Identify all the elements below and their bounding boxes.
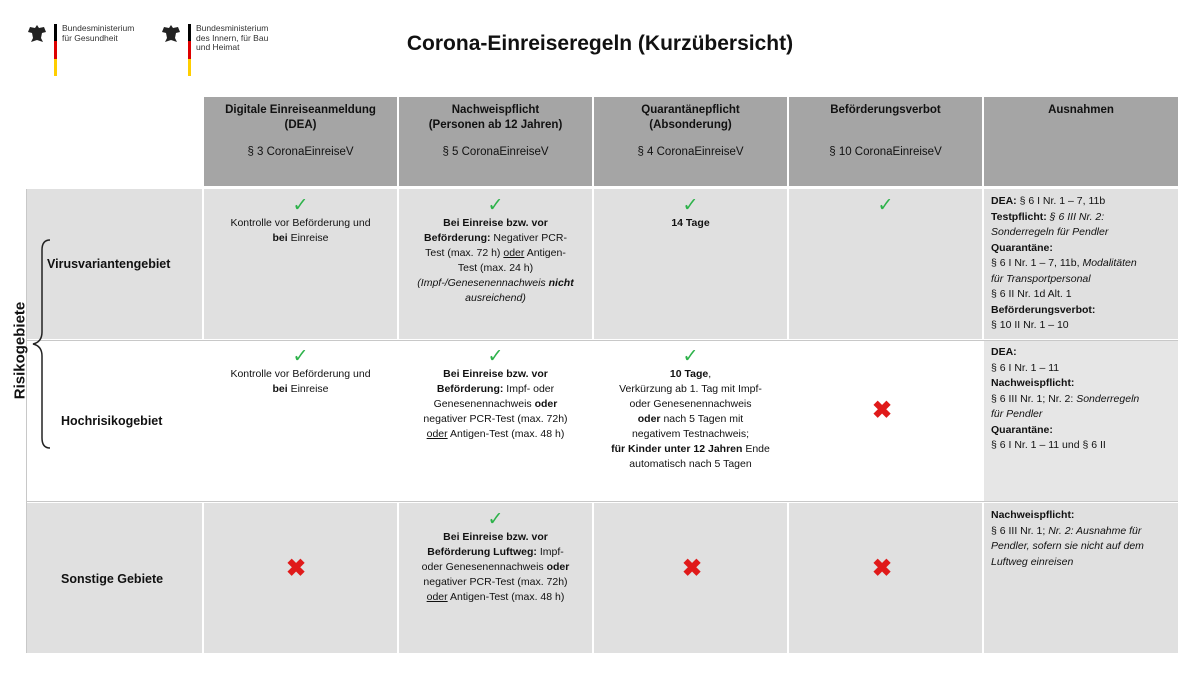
cell-text-italic: Sonderregeln für Pendler: [991, 226, 1109, 238]
cross-icon: ✖: [872, 397, 893, 424]
cell-virus-befoerderung: [789, 196, 982, 216]
logo-text-line: und Heimat: [196, 42, 240, 52]
header-regulation: § 3 CoronaEinreiseV: [247, 146, 354, 158]
logo-text-line: des Innern, für Bau: [196, 32, 269, 43]
cell-text: Ende: [742, 443, 770, 455]
cell-text: Genesenennachweis: [433, 398, 535, 410]
cell-text: § 6 II Nr. 1d Alt. 1: [991, 288, 1072, 300]
cell-text: § 6 III Nr. 1;: [991, 524, 1049, 537]
cell-text: Test (max. 24 h): [457, 262, 534, 274]
cell-text: § 6 I Nr. 1 – 7, 11b: [1016, 195, 1106, 207]
header-regulation: § 4 CoronaEinreiseV: [637, 146, 744, 158]
cell-text: Einreise: [287, 383, 329, 395]
cell-text-bold: Nachweispflicht:: [991, 509, 1075, 521]
cell-text-italic: (Impf-/Genesenennachweis: [417, 277, 549, 289]
header-dea: [204, 97, 397, 186]
cell-text-bold: Bei Einreise bzw. vor: [443, 368, 548, 380]
cross-icon: ✖: [286, 555, 307, 582]
header-subtitle: (DEA): [284, 119, 317, 131]
cell-text-bold: bei: [272, 383, 288, 395]
cell-text-bold: DEA:: [991, 346, 1017, 358]
cell-virus-dea: [204, 196, 397, 246]
cell-text: § 6 I Nr. 1 – 7, 11b,: [991, 257, 1083, 269]
cell-text-bold: Bei Einreise bzw. vor: [443, 217, 548, 229]
cell-sonstige-ausnahmen: [991, 508, 1175, 570]
cell-text: Test (max. 72 h): [425, 247, 504, 259]
grid-line: [26, 189, 27, 653]
flag-bar: [54, 24, 57, 76]
cell-text: automatisch nach 5 Tagen: [629, 458, 752, 470]
cell-text-bold: für Kinder unter 12 Jahren: [611, 443, 743, 455]
grid-line: [26, 501, 1178, 502]
cell-text-bold: Quarantäne:: [991, 241, 1053, 254]
page-title: Corona-Einreiseregeln (Kurzübersicht): [406, 32, 794, 55]
check-icon: ✓: [487, 346, 504, 367]
cell-text: ,: [708, 368, 712, 380]
cell-text: negativer PCR-Test (max. 72h): [423, 576, 568, 588]
cell-text-bold: oder: [534, 398, 558, 410]
check-icon: ✓: [487, 195, 504, 216]
cell-text-italic: für Transportpersonal: [991, 272, 1091, 285]
cell-text-italic: § 6 III Nr. 2:: [1046, 210, 1105, 223]
header-quarantaene: [594, 97, 787, 186]
cell-text-bold: oder: [546, 561, 570, 573]
row-label-hoch: Hochrisikogebiet: [61, 414, 163, 428]
cell-text-italic: Modalitäten: [1082, 257, 1137, 269]
cell-text: Antigen-: [524, 247, 566, 259]
cell-text-bold: Beförderung Luftweg:: [427, 546, 537, 558]
check-icon: ✓: [877, 195, 894, 216]
header-title: Nachweispflicht: [451, 104, 540, 116]
cell-text-bold: nicht: [548, 277, 574, 289]
cell-text: negativem Testnachweis;: [631, 428, 750, 440]
header-title: Ausnahmen: [1048, 104, 1114, 116]
check-icon: ✓: [682, 195, 699, 216]
cell-hoch-dea: [204, 347, 397, 397]
cell-hoch-nachweis: [399, 347, 592, 442]
logo-bmg: [26, 24, 134, 76]
cross-icon: ✖: [872, 555, 893, 582]
cell-text: § 10 II Nr. 1 – 10: [991, 319, 1069, 331]
cell-text-bold: 10 Tage: [669, 368, 709, 380]
header-title: Digitale Einreiseanmeldung: [225, 104, 376, 116]
cell-text-bold: 14 Tage: [671, 217, 710, 229]
cell-virus-quarantaene: [594, 196, 787, 231]
cell-virus-ausnahmen: [991, 194, 1175, 334]
cell-text-bold: Bei Einreise bzw. vor: [443, 531, 548, 543]
cell-text-bold: Testpflicht:: [991, 210, 1047, 223]
group-label: Risikogebiete: [11, 301, 29, 400]
header-befoerderung: [789, 97, 982, 186]
eagle-icon: [26, 24, 48, 44]
cell-text: nach 5 Tagen mit: [660, 413, 744, 425]
logo-text-line: Bundesministerium: [196, 23, 269, 33]
header-title: Quarantänepflicht: [641, 104, 740, 116]
cell-text-italic: ausreichend): [465, 292, 526, 304]
cell-text: Einreise: [287, 232, 329, 244]
cell-text-bold: Nachweispflicht:: [991, 377, 1075, 389]
cell-sonstige-nachweis: [399, 510, 592, 605]
grid-line: [26, 340, 1178, 341]
cell-text: oder Genesenennachweis: [421, 561, 547, 573]
cell-text: § 6 III Nr. 1; Nr. 2:: [991, 392, 1077, 405]
cell-text-italic: Pendler, sofern sie nicht auf dem: [991, 540, 1144, 552]
grid-line: [202, 189, 204, 653]
header-ausnahmen: [984, 97, 1178, 186]
cell-text-italic: für Pendler: [991, 408, 1043, 420]
header-regulation: § 10 CoronaEinreiseV: [829, 146, 942, 158]
check-icon: ✓: [292, 195, 309, 216]
logo-text-line: für Gesundheit: [62, 32, 118, 43]
cell-text-bold: bei: [272, 232, 288, 244]
cell-text-underline: oder: [426, 428, 448, 440]
cell-text: § 6 I Nr. 1 – 11: [991, 361, 1060, 374]
grid-line: [787, 189, 789, 653]
cell-text-italic: Sonderregeln: [1076, 392, 1140, 405]
cell-text-bold: Beförderungsverbot:: [991, 303, 1096, 316]
cell-text: Impf-: [536, 546, 564, 558]
header-regulation: § 5 CoronaEinreiseV: [442, 146, 549, 158]
cell-text-bold: Beförderung:: [436, 383, 504, 395]
cross-icon: ✖: [682, 555, 703, 582]
check-icon: ✓: [292, 346, 309, 367]
cell-text-bold: DEA:: [991, 195, 1017, 207]
row-label-sonstige: Sonstige Gebiete: [61, 572, 164, 586]
cell-text: oder Genesenennachweis: [629, 398, 752, 410]
header-subtitle: (Absonderung): [649, 119, 732, 131]
cell-text: Antigen-Test (max. 48 h): [447, 591, 565, 603]
row-label-virus: Virusvariantengebiet: [47, 257, 171, 271]
cell-virus-nachweis: [399, 196, 592, 306]
cell-text: Negativer PCR-: [490, 232, 567, 244]
check-icon: ✓: [487, 509, 504, 530]
cell-text-bold: oder: [637, 413, 661, 425]
cell-text: Impf- oder: [503, 383, 555, 395]
header-title: Beförderungsverbot: [830, 104, 941, 116]
cell-text: § 6 I Nr. 1 – 11 und § 6 II: [991, 439, 1106, 451]
cell-text: negativer PCR-Test (max. 72h): [423, 413, 568, 425]
cell-hoch-ausnahmen: [991, 345, 1175, 454]
cell-text: [204, 231, 397, 246]
cell-text-underline: oder: [503, 247, 525, 259]
header-subtitle: [789, 118, 982, 133]
check-icon: ✓: [682, 346, 699, 367]
grid-line: [982, 189, 984, 653]
cell-text: Kontrolle vor Beförderung und: [230, 368, 371, 380]
header-nachweis: [399, 97, 592, 186]
cell-text-underline: oder: [426, 591, 448, 603]
cell-text: Kontrolle vor Beförderung und: [230, 217, 371, 229]
logo-text-line: Bundesministerium: [62, 23, 135, 33]
eagle-icon: [160, 24, 182, 44]
cell-text-italic: Luftweg einreisen: [991, 555, 1074, 568]
flag-bar: [188, 24, 191, 76]
logo-bmi: [160, 24, 268, 76]
cell-text: Antigen-Test (max. 48 h): [447, 428, 565, 440]
cell-hoch-quarantaene: [594, 347, 787, 472]
cell-text: Verkürzung ab 1. Tag mit Impf-: [619, 383, 762, 395]
cell-text-italic: Nr. 2: Ausnahme für: [1048, 524, 1142, 537]
cell-text-bold: Beförderung:: [424, 232, 491, 244]
cell-text-bold: Quarantäne:: [991, 423, 1053, 436]
header-subtitle: (Personen ab 12 Jahren): [428, 119, 563, 131]
